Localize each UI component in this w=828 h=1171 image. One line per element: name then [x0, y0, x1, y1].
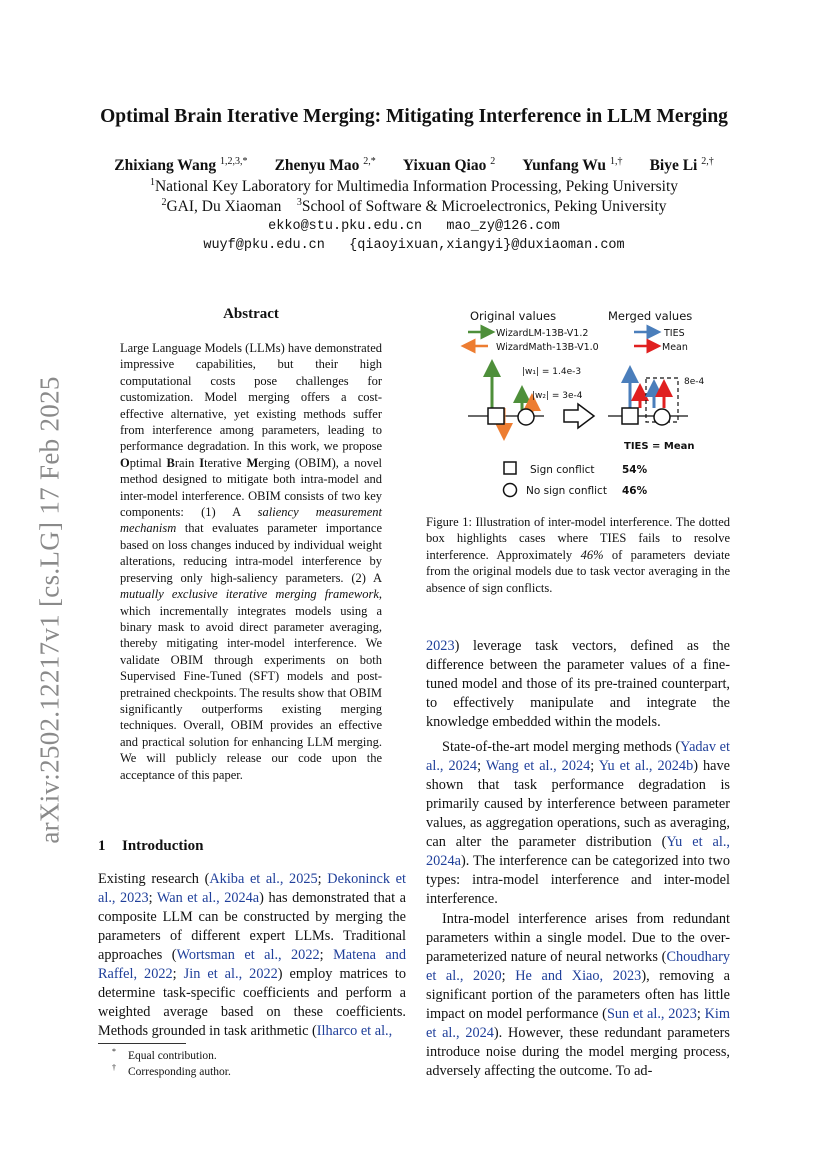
- text-run: rain: [174, 455, 200, 470]
- percent-value: 46%: [580, 547, 604, 562]
- text-run: ), removing a significant portion of the parameters often has little impact on model performance (: [426, 968, 731, 1022]
- citation-link[interactable]: Sun et al., 2023: [606, 1006, 697, 1022]
- author-name: Yunfang Wu: [522, 157, 607, 175]
- emphasis: mutually exclusive iterative merging framework: [120, 587, 379, 602]
- text-run: terative: [204, 455, 247, 470]
- footnote-text: Equal contribution.: [128, 1049, 217, 1062]
- footnote-divider: [98, 1043, 186, 1044]
- text-run: ) leverage task vectors, defined as the difference between the parameter values of a fine-tuned model and those of its pre-trained counterpart, to effectively manipulate and integrate the knowledge embedded within the models.: [426, 638, 730, 730]
- text-run: that evaluates parameter importance based on loss changes induced by individual weight alterations, reducing intra-model interference by preserving only high-saliency parameters. (2) A: [120, 521, 382, 585]
- original-values-label: Original values: [470, 309, 557, 323]
- circle-legend-marker: [504, 484, 517, 497]
- acronym-letter: B: [166, 455, 175, 470]
- affiliation-mark: 1: [149, 177, 155, 188]
- author-name: Biye Li: [649, 157, 698, 175]
- affiliation-mark: 2: [161, 197, 167, 208]
- text-run: ;: [148, 890, 157, 906]
- citation-link[interactable]: Yu et al., 2024b: [598, 758, 694, 774]
- text-run: ;: [696, 1006, 705, 1022]
- square-legend-marker: [504, 462, 516, 474]
- sign-conflict-square: [622, 408, 638, 424]
- author-marks: 2,*: [363, 156, 376, 167]
- citation-link[interactable]: He and Xiao, 2023: [515, 968, 642, 984]
- text-run: ;: [590, 758, 599, 774]
- section-number: 1: [98, 838, 106, 854]
- footnote: [112, 1063, 231, 1078]
- author-name: Zhixiang Wang: [114, 157, 217, 175]
- intro-paragraph: [98, 870, 406, 1041]
- text-run: ) employ matrices to determine task-specific coefficients and perform a weighted average based on these coefficients. Methods grounded in task arithmetic (: [98, 966, 406, 1039]
- sign-conflict-percent: 54%: [622, 464, 648, 476]
- no-sign-conflict-label: No sign conflict: [526, 485, 607, 497]
- value-8e4-label: 8e-4: [684, 377, 705, 387]
- figure-1-caption: [426, 514, 730, 596]
- acronym-letter: M: [246, 455, 259, 470]
- text-run: ;: [319, 947, 334, 963]
- text-run: ;: [501, 968, 516, 984]
- text-run: ). The interference can be categorized into two types: intra-model interference and inter-model interference.: [426, 853, 730, 907]
- citation-link[interactable]: Wortsman et al., 2022: [176, 947, 320, 963]
- figure-1-diagram: [426, 304, 730, 504]
- text-run: , which incrementally integrates models using a binary mask to avoid direct parameter averaging, thereby mitigating inter-model interference. We validate OBIM through experiments on both Supervised Fine-Tuned (SFT) models and post-pretrained checkpoints. The results show that OBIM significantly outperforms existing merging techniques. Overall, OBIM provides an effective and practical solution for enhancing LLM merging. We will publicly release our code upon the acceptance of this paper.: [120, 587, 382, 782]
- citation-link[interactable]: Matena and Raffel, 2022: [98, 947, 407, 982]
- text-run: State-of-the-art model merging methods (: [442, 739, 681, 755]
- text-run: Figure 1: Illustration of inter-model interference. The dotted box highlights cases where TIES fails to resolve interference. Approximately: [426, 515, 730, 562]
- text-run: ;: [477, 758, 486, 774]
- section-heading-introduction: [98, 838, 406, 855]
- text-run: Intra-model interference arises from redundant parameters within a single model. Due to the over-parameterized nature of neural networks (: [426, 911, 730, 965]
- merged-values-label: Merged values: [608, 309, 693, 323]
- affiliation-text: School of Software & Microelectronics, Peking University: [301, 198, 667, 216]
- legend-wizardmath: WizardMath-13B-V1.0: [496, 342, 599, 353]
- text-run: erging: [258, 455, 290, 470]
- no-sign-conflict-circle: [654, 409, 670, 425]
- author-marks: 2: [490, 156, 496, 167]
- author-name: Zhenyu Mao: [274, 157, 360, 175]
- citation-link[interactable]: Choudhary et al., 2020: [426, 949, 730, 984]
- no-sign-conflict-circle: [518, 409, 534, 425]
- footnote-text: Corresponding author.: [128, 1065, 231, 1078]
- author-marks: 1,†: [609, 156, 623, 167]
- citation-link[interactable]: Jin et al., 2022: [183, 966, 278, 982]
- footnote-mark: †: [112, 1063, 116, 1072]
- text-run: ;: [317, 871, 328, 887]
- citation-link[interactable]: Wan et al., 2024a: [156, 890, 260, 906]
- no-sign-conflict-percent: 46%: [622, 485, 648, 497]
- acronym-letter: I: [199, 455, 205, 470]
- sign-conflict-square: [488, 408, 504, 424]
- section-title: Introduction: [122, 838, 204, 854]
- body-paragraph: [426, 738, 730, 909]
- author-marks: 1,2,3,*: [219, 156, 248, 167]
- email-line[interactable]: wuyf@pku.edu.cn {qiaoyixuan,xiangyi}@duxiaoman.com: [203, 238, 625, 253]
- citation-link[interactable]: Yadav et al., 2024: [426, 739, 730, 774]
- sign-conflict-label: Sign conflict: [530, 464, 595, 476]
- text-run: ptimal: [129, 455, 167, 470]
- citation-link[interactable]: Akiba et al., 2025: [209, 871, 318, 887]
- w2-magnitude-label: |w₂| = 3e-4: [532, 391, 583, 401]
- footnote-mark: *: [112, 1047, 116, 1056]
- legend-mean: Mean: [662, 342, 688, 353]
- email-line[interactable]: ekko@stu.pku.edu.cn mao_zy@126.com: [268, 219, 560, 234]
- text-run: ). However, these redundant parameters introduce noise during the model merging process, adversely affecting the outcome. To ad-: [426, 1025, 730, 1079]
- text-run: (OBIM), a novel method designed to mitigate both intra-model and inter-model interference. OBIM consists of two key components: (1) A: [120, 455, 382, 520]
- legend-wizardlm: WizardLM-13B-V1.2: [496, 328, 589, 339]
- affiliation-text: GAI, Du Xiaoman: [166, 198, 282, 216]
- affiliation-text: National Key Laboratory for Multimedia Information Processing, Peking University: [154, 178, 678, 196]
- ties-equals-mean-label: TIES = Mean: [624, 441, 695, 452]
- citation-link[interactable]: Wang et al., 2024: [485, 758, 591, 774]
- paper-title: Optimal Brain Iterative Merging: Mitigating Interference in LLM Merging: [100, 106, 728, 127]
- acronym-letter: O: [120, 455, 130, 470]
- transform-arrow: [564, 404, 594, 428]
- affiliation-line: [40, 197, 788, 216]
- text-run: Large Language Models (LLMs) have demonstrated impressive capabilities, but their high computational costs pose challenges for customization. Model merging offers a cost-effective alternative, yet existing methods suffer from interference among parameters, leading to performance degradation. In this work, we propose: [120, 341, 382, 454]
- text-run: ) has demonstrated that a composite LLM can be constructed by merging the parameters of different expert LLMs. Traditional approaches (: [98, 890, 407, 963]
- citation-link[interactable]: Dekoninck et al., 2023: [98, 871, 407, 906]
- citation-link[interactable]: 2023: [426, 638, 455, 654]
- affiliation-line: [40, 177, 788, 196]
- text-run: of parameters deviate from the original models due to task vector averaging in the absence of sign conflicts.: [426, 547, 730, 595]
- citation-link[interactable]: Yu et al., 2024a: [426, 834, 730, 869]
- body-paragraph: [426, 910, 730, 1081]
- abstract-heading: Abstract: [223, 306, 279, 322]
- w1-magnitude-label: |w₁| = 1.4e-3: [522, 367, 582, 377]
- abstract-body: [120, 340, 382, 783]
- text-run: Existing research (: [98, 871, 210, 887]
- legend-ties: TIES: [664, 328, 685, 339]
- affiliation-mark: 3: [296, 197, 302, 208]
- author-list: [60, 156, 768, 175]
- body-paragraph: [426, 637, 730, 732]
- text-run: ) have shown that task performance degradation is primarily caused by interference between parameter values, as aggregation operations, such as averaging, can alter the parameter distribution (: [426, 758, 731, 850]
- arxiv-stamp-text: arXiv:2502.12217v1 [cs.LG] 17 Feb 2025: [34, 376, 65, 844]
- emphasis: saliency measurement mechanism: [120, 505, 382, 536]
- author-name: Yixuan Qiao: [402, 157, 487, 175]
- text-run: ;: [172, 966, 184, 982]
- citation-link[interactable]: Kim et al., 2024: [426, 1006, 730, 1041]
- footnote: [112, 1047, 217, 1062]
- author-marks: 2,†: [701, 156, 714, 167]
- citation-link[interactable]: Ilharco et al.,: [316, 1023, 393, 1039]
